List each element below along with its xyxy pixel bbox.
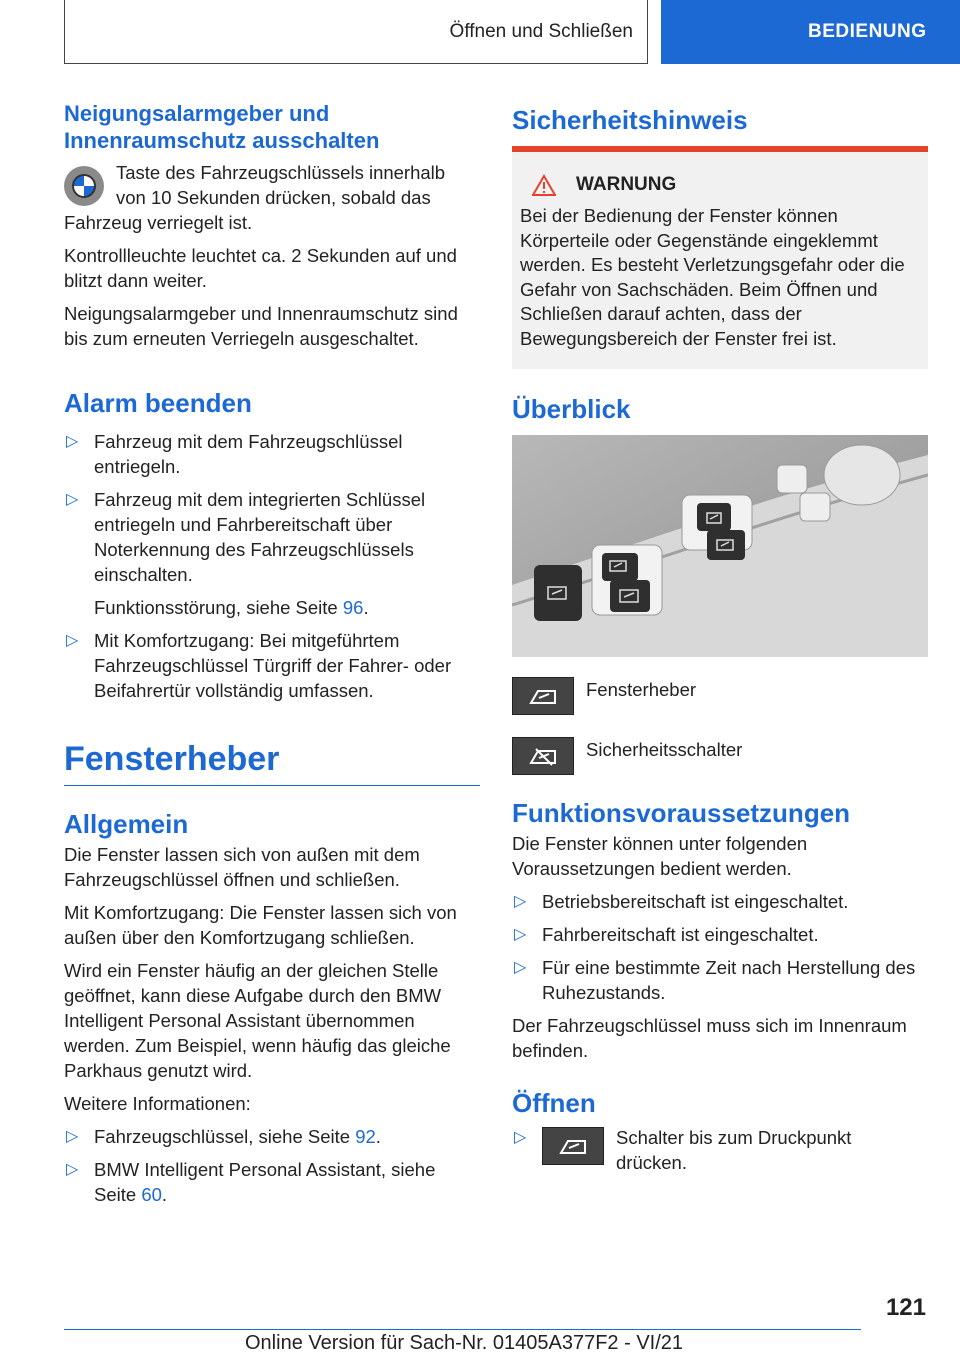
- warning-triangle-icon: [532, 174, 556, 196]
- page-number: 121: [885, 1294, 926, 1321]
- list-item: ▷ Mit Komfortzugang: Bei mitgeführtem Fahrzeugschlüssel Türgriff der Fahrer- oder Beifahrertür vollständig umfassen.: [66, 630, 452, 701]
- list-item: ▷ Fahrzeugschlüssel, siehe Seite 92.: [66, 1126, 381, 1147]
- ueberblick-heading: Überblick: [512, 394, 631, 424]
- symbol-label-fensterheber: Fensterheber: [586, 679, 697, 700]
- fensterheber-heading: Fensterheber: [64, 737, 480, 786]
- sicherheit-heading: Sicherheitshinweis: [512, 105, 748, 135]
- window-lifter-icon: [512, 677, 574, 715]
- header-section-tab: [64, 0, 648, 64]
- list-item: ▷ Für eine bestimmte Zeit nach Herstellung des Ruhezustands.: [514, 957, 916, 1003]
- list-item: ▷ Fahrzeug mit dem integrierten Schlüssel entriegeln und Fahrbereitschaft über Noterkennung des Fahrzeugschlüssels einschalten. Funktionsstörung, siehe Seite 96.: [66, 489, 426, 618]
- neigung-p3: Neigungsalarmgeber und Innenraumschutz sind bis zum erneuten Verriegeln ausgeschaltet.: [64, 303, 458, 349]
- funktion-p1: Die Fenster können unter folgenden Voraussetzungen bedient werden.: [512, 833, 808, 879]
- neigung-p1: Taste des Fahrzeugschlüssels innerhalb von 10 Sekunden drücken, sobald das Fahrzeug verriegelt ist.: [64, 162, 446, 233]
- triangle-bullet-icon: ▷: [66, 1128, 79, 1145]
- key-button-icon: [64, 166, 104, 206]
- symbol-label-sicherheitsschalter: Sicherheitsschalter: [586, 739, 743, 760]
- list-item: ▷ BMW Intelligent Personal Assistant, siehe Seite 60.: [66, 1159, 436, 1205]
- triangle-bullet-icon: ▷: [66, 1161, 79, 1178]
- triangle-bullet-icon: ▷: [66, 632, 79, 649]
- fh-p1: Die Fenster lassen sich von außen mit dem Fahrzeugschlüssel öffnen und schließen.: [64, 844, 420, 890]
- footer-version-text: Online Version für Sach-Nr. 01405A377F2 - VI/21: [245, 1332, 684, 1354]
- funktion-p2: Der Fahrzeugschlüssel muss sich im Innenraum befinden.: [512, 1015, 907, 1061]
- oeffnen-text: Schalter bis zum Druckpunkt drücken.: [616, 1127, 852, 1173]
- footer-divider: [64, 1329, 861, 1330]
- fh-p3: Wird ein Fenster häufig an der gleichen Stelle geöffnet, kann diese Aufgabe durch den BMW Intelligent Personal Assistant übernommen werden. Zum Beispiel, wenn häufig das gleiche Parkhaus genutzt wird.: [64, 960, 451, 1081]
- oeffnen-item: [512, 1125, 928, 1175]
- triangle-bullet-icon: ▷: [66, 433, 79, 450]
- alarm-list: [64, 429, 480, 703]
- page-link-96[interactable]: 96: [342, 597, 364, 618]
- triangle-bullet-icon: ▷: [514, 959, 527, 976]
- list-item: ▷ Fahrbereitschaft ist eingeschaltet.: [514, 924, 819, 945]
- oeffnen-heading: Öffnen: [512, 1088, 596, 1118]
- page-link-92[interactable]: 92: [355, 1126, 376, 1147]
- triangle-bullet-icon: ▷: [514, 1129, 527, 1146]
- neigung-p2: Kontrollleuchte leuchtet ca. 2 Sekunden auf und blitzt dann weiter.: [64, 245, 457, 291]
- key-instruction: [64, 160, 480, 235]
- fh-p4: Weitere Informationen:: [64, 1093, 251, 1114]
- warning-title: WARNUNG: [520, 174, 920, 196]
- safety-switch-icon: [512, 737, 574, 775]
- warning-text: Bei der Bedienung der Fenster können Körperteile oder Gegenstände eingeklemmt werden. Es besteht Verletzungsgefahr oder die Gefahr von Sachschäden. Beim Öffnen und Schließen darauf achten, dass der Bewegungsbereich der Fenster frei ist.: [520, 205, 905, 349]
- header-chapter-tab[interactable]: [661, 0, 960, 64]
- allgemein-heading: Allgemein: [64, 809, 189, 839]
- funktion-list: [512, 889, 928, 1005]
- right-column: [512, 100, 928, 1175]
- triangle-bullet-icon: ▷: [514, 926, 527, 943]
- alarm-heading: Alarm beenden: [64, 388, 252, 418]
- header-chapter-title: BEDIENUNG: [808, 21, 927, 42]
- list-item: ▷ Fahrzeug mit dem Fahrzeugschlüssel entriegeln.: [66, 431, 403, 477]
- symbol-row-fensterheber: [512, 677, 928, 715]
- list-item: ▷ Betriebsbereitschaft ist eingeschaltet.: [514, 891, 849, 912]
- neigung-heading: Neigungsalarmgeber und Innenraumschutz ausschalten: [64, 101, 380, 153]
- fh-p2: Mit Komfortzugang: Die Fenster lassen sich von außen über den Komfortzugang schließen.: [64, 902, 457, 948]
- warning-box: [512, 146, 928, 369]
- page-link-60[interactable]: 60: [141, 1184, 162, 1205]
- left-column: [64, 100, 480, 1215]
- fh-ref-list: [64, 1124, 480, 1207]
- funktion-heading: Funktionsvoraussetzungen: [512, 798, 851, 828]
- header-section-title: Öffnen und Schließen: [449, 20, 633, 42]
- window-switch-photo: [512, 435, 928, 657]
- symbol-row-sicherheitsschalter: [512, 737, 928, 775]
- triangle-bullet-icon: ▷: [66, 491, 79, 508]
- triangle-bullet-icon: ▷: [514, 893, 527, 910]
- window-lifter-icon: [542, 1127, 604, 1165]
